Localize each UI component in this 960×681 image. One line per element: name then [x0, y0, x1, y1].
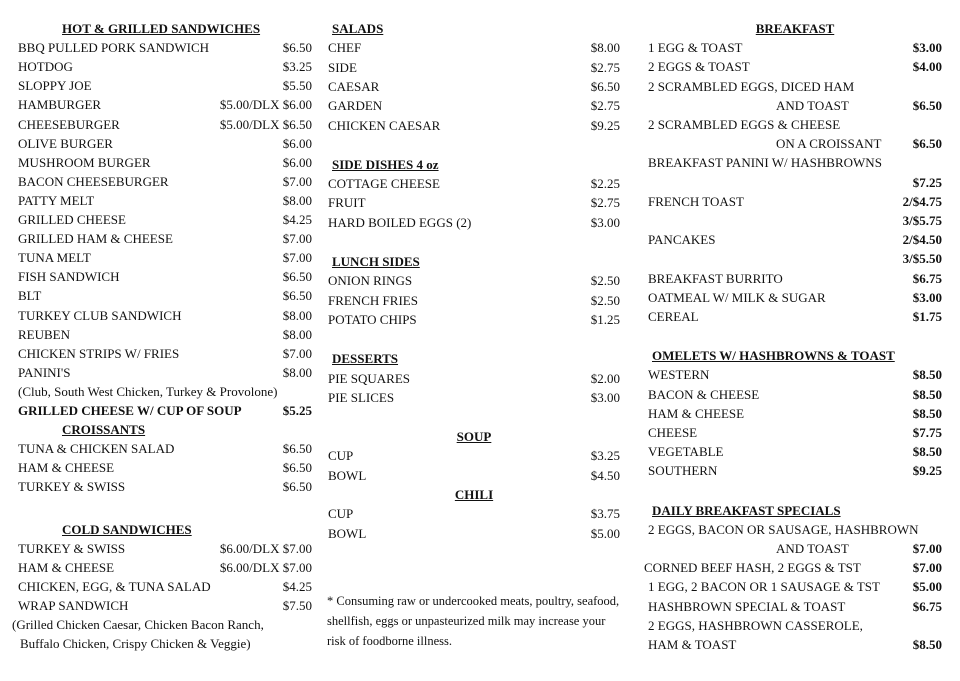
menu-item-name: 1 EGG, 2 BACON OR 1 SAUSAGE & TST	[648, 579, 880, 595]
menu-item-name: FRENCH FRIES	[328, 292, 418, 308]
menu-item	[328, 97, 620, 115]
menu-item-name: GARDEN	[328, 98, 383, 114]
menu-item-name: TUNA & CHICKEN SALAD	[18, 441, 175, 457]
menu-item	[648, 231, 942, 249]
menu-item-name: REUBEN	[18, 326, 70, 342]
menu-item-price: $5.50	[282, 78, 312, 94]
menu-item-name: TUNA MELT	[18, 250, 91, 266]
menu-item-name: CORNED BEEF HASH, 2 EGGS & TST	[644, 560, 861, 576]
menu-item-price: $3.00	[590, 214, 620, 230]
menu-item-price: $6.00	[282, 154, 312, 170]
menu-item-name: ONION RINGS	[328, 273, 413, 289]
menu-item	[18, 540, 312, 558]
menu-note	[18, 383, 312, 401]
menu-item-price: $2.50	[590, 273, 620, 289]
section-heading-text: HOT & GRILLED SANDWICHES	[62, 21, 261, 36]
menu-item-name: POTATO CHIPS	[328, 311, 417, 327]
section-heading	[18, 421, 312, 439]
menu-item-price: $6.00/DLX $7.00	[219, 559, 312, 575]
menu-item	[648, 578, 942, 596]
menu-item-price: $7.75	[912, 425, 942, 440]
menu-item	[18, 154, 312, 172]
menu-item	[648, 540, 942, 558]
menu-item-price: $7.50	[282, 597, 312, 613]
food-safety-disclaimer: * Consuming raw or undercooked meats, poultry, seafood, shellfish, eggs or unpasteurized milk may increase your risk of foodborne illness.	[327, 594, 620, 648]
menu-item	[18, 39, 312, 57]
menu-item	[648, 174, 942, 192]
section-heading-text: COLD SANDWICHES	[62, 521, 192, 537]
section-heading	[648, 502, 942, 520]
menu-item-price: $3.00	[912, 289, 942, 305]
menu-item	[18, 192, 312, 210]
menu-item	[648, 250, 942, 268]
menu-item	[18, 58, 312, 76]
menu-item-name: SOUTHERN	[648, 463, 718, 479]
menu-note	[12, 616, 312, 634]
menu-item	[648, 212, 942, 230]
menu-item	[648, 193, 942, 211]
menu-item	[18, 211, 312, 229]
menu-item-price: $7.00	[912, 541, 942, 556]
section-heading-text: SOUP	[456, 429, 492, 445]
menu-item-name: 2 SCRAMBLED EGGS, DICED HAM	[648, 78, 855, 94]
menu-item	[18, 364, 312, 382]
menu-item	[648, 443, 942, 461]
menu-item-name: GRILLED CHEESE W/ CUP OF SOUP	[18, 403, 242, 418]
menu-item-name: PIE SQUARES	[328, 370, 410, 386]
menu-item	[18, 402, 312, 420]
menu-item-price: $2.50	[590, 292, 620, 308]
menu-item-price: $9.25	[912, 463, 942, 479]
menu-item-price: $8.50	[912, 637, 942, 652]
menu-item-price: $5.00/DLX $6.00	[219, 97, 312, 113]
menu-item-price: $5.00/DLX $6.50	[219, 116, 312, 132]
menu-item	[18, 597, 312, 615]
menu-item	[648, 521, 942, 539]
menu-item-price: $2.25	[590, 176, 620, 192]
menu-item-price: $8.00	[282, 307, 312, 323]
menu-item-price: $5.00	[912, 579, 942, 595]
menu-item-price: $6.75	[912, 598, 942, 614]
menu-item	[648, 617, 942, 635]
menu-item	[18, 249, 312, 267]
menu-item-name: CHICKEN STRIPS W/ FRIES	[18, 345, 180, 361]
menu-item-price: $2.75	[590, 98, 620, 114]
section-heading	[18, 20, 312, 38]
menu-item	[648, 135, 942, 153]
section-heading-text: DESSERTS	[332, 351, 399, 367]
menu-item-name: BBQ PULLED PORK SANDWICH	[18, 40, 210, 56]
menu-item-name: OATMEAL W/ MILK & SUGAR	[648, 289, 826, 305]
menu-item-name: PATTY MELT	[18, 192, 95, 208]
menu-item-price: 2/$4.75	[902, 193, 942, 209]
menu-item	[648, 39, 942, 57]
menu-item-name: CHICKEN CAESAR	[328, 117, 441, 133]
menu-item-name: CUP	[328, 448, 354, 464]
menu-item-name: TURKEY & SWISS	[18, 540, 126, 556]
section-heading-text: CROISSANTS	[62, 422, 146, 438]
menu-item-name: GRILLED HAM & CHEESE	[18, 231, 173, 247]
section-heading	[328, 350, 620, 368]
menu-item	[648, 289, 942, 307]
menu-item-name: CEREAL	[648, 309, 699, 324]
menu-item-name: HAM & CHEESE	[648, 405, 745, 421]
section-heading-text: CHILI	[454, 487, 494, 502]
menu-item-name: CHEESEBURGER	[18, 116, 120, 132]
menu-item	[328, 467, 620, 485]
menu-item-price: $8.50	[912, 367, 942, 383]
menu-item	[648, 154, 942, 172]
menu-item-price: $3.25	[282, 59, 312, 75]
menu-item	[18, 77, 312, 95]
section-heading-text: OMELETS W/ HASHBROWNS & TOAST	[652, 348, 895, 364]
section-heading-text: BREAKFAST	[755, 21, 835, 36]
menu-item-name: FISH SANDWICH	[18, 269, 120, 285]
menu-item-price: $1.25	[590, 311, 620, 327]
menu-item-name: 2 EGGS, HASHBROWN CASSEROLE,	[648, 617, 863, 633]
menu-item-name: TURKEY CLUB SANDWICH	[18, 307, 182, 323]
menu-item-name: HOTDOG	[18, 59, 73, 75]
menu-item	[18, 559, 312, 577]
menu-item-name: BOWL	[328, 525, 367, 541]
menu-item-name: TURKEY & SWISS	[18, 479, 126, 495]
menu-item	[648, 78, 942, 96]
menu-item-name: PIE SLICES	[328, 389, 395, 405]
menu-item-price: $9.25	[590, 117, 620, 133]
menu-item	[18, 345, 312, 363]
menu-item-price: $8.00	[282, 192, 312, 208]
menu-item-price: $7.25	[912, 174, 942, 190]
menu-item	[328, 272, 620, 290]
menu-item-name: MUSHROOM BURGER	[18, 154, 151, 170]
menu-item	[648, 462, 942, 480]
menu-item	[328, 214, 620, 232]
menu-item-price: $8.00	[282, 326, 312, 342]
section-heading	[328, 20, 620, 38]
section-heading	[328, 428, 620, 446]
menu-item-name: CAESAR	[328, 78, 380, 94]
menu-item	[648, 58, 942, 76]
menu-item-name: WRAP SANDWICH	[18, 597, 129, 613]
menu-item-name: OLIVE BURGER	[18, 135, 113, 151]
menu-item	[18, 116, 312, 134]
menu-item	[648, 405, 942, 423]
menu-item-name: HAM & CHEESE	[18, 460, 115, 476]
menu-item-price: $4.50	[590, 467, 620, 483]
menu-item-name: HAM & TOAST	[648, 637, 737, 652]
menu-item	[18, 326, 312, 344]
menu-item-price: $8.50	[912, 386, 942, 402]
menu-item-price: $1.75	[912, 309, 942, 324]
menu-item-price: $3.25	[590, 448, 620, 464]
menu-note-text: (Club, South West Chicken, Turkey & Provolone)	[18, 383, 278, 399]
menu-note-text: Buffalo Chicken, Crispy Chicken & Veggie)	[20, 636, 251, 652]
menu-item	[328, 175, 620, 193]
section-heading	[648, 347, 942, 365]
menu-item	[328, 39, 620, 57]
menu-item-price: $8.50	[912, 405, 942, 421]
menu-item-name: FRENCH TOAST	[648, 193, 744, 209]
menu-item-name: SLOPPY JOE	[18, 78, 92, 94]
menu-item-name: 2 EGGS & TOAST	[648, 59, 750, 75]
menu-item-name: GRILLED CHEESE	[18, 212, 126, 227]
menu-item	[18, 268, 312, 286]
menu-item	[328, 59, 620, 77]
menu-item	[18, 307, 312, 325]
menu-item-name: PANCAKES	[648, 232, 716, 248]
menu-item-name: BOWL	[328, 467, 367, 483]
menu-item	[18, 578, 312, 596]
menu-item	[648, 308, 942, 326]
menu-item	[648, 270, 942, 288]
menu-item-price: $6.50	[282, 441, 312, 457]
section-heading	[648, 20, 942, 38]
section-heading	[328, 156, 620, 174]
menu-item-price: $6.50	[282, 269, 312, 285]
menu-item	[18, 440, 312, 458]
menu-item-name: CHICKEN, EGG, & TUNA SALAD	[18, 578, 211, 594]
menu-item-name: 1 EGG & TOAST	[648, 40, 743, 56]
menu-item-price: $3.00	[590, 389, 620, 405]
menu-item	[328, 505, 620, 523]
section-heading-text: SALADS	[332, 21, 384, 36]
menu-item	[648, 598, 942, 616]
menu-item	[18, 135, 312, 153]
section-heading	[18, 521, 312, 539]
menu-item-price: $6.50	[912, 136, 942, 152]
menu-item-price: $8.00	[590, 40, 620, 56]
menu-item	[18, 478, 312, 496]
menu-item-name: AND TOAST	[776, 97, 849, 113]
menu-item-name: HAMBURGER	[18, 97, 102, 113]
menu-item-price: $7.00	[282, 173, 312, 189]
menu-item	[18, 459, 312, 477]
menu-item	[328, 389, 620, 407]
menu-item	[648, 97, 942, 115]
menu-item-price: $6.50	[282, 288, 312, 304]
menu-item-price: $6.50	[282, 40, 312, 56]
menu-item-name: 2 EGGS, BACON OR SAUSAGE, HASHBROWN	[648, 521, 919, 537]
menu-item-price: $4.25	[282, 212, 312, 227]
menu-item-name: BLT	[18, 288, 42, 304]
menu-item-price: $7.00	[282, 345, 312, 361]
menu-item	[328, 370, 620, 388]
menu-item-name: VEGETABLE	[648, 444, 724, 460]
menu-item-name: AND TOAST	[776, 541, 849, 556]
menu-note-text: (Grilled Chicken Caesar, Chicken Bacon Ranch,	[12, 617, 264, 632]
menu-item-price: 3/$5.50	[902, 251, 942, 267]
menu-item-name: 2 SCRAMBLED EGGS & CHEESE	[648, 117, 841, 132]
menu-item-name: BACON CHEESEBURGER	[18, 173, 169, 189]
menu-item-name: PANINI'S	[18, 364, 71, 380]
menu-item-name: BACON & CHEESE	[648, 386, 760, 402]
menu-item-name: BREAKFAST PANINI W/ HASHBROWNS	[648, 155, 882, 171]
menu-item-name: CHEF	[328, 40, 362, 56]
menu-item-price: $4.25	[282, 578, 312, 594]
menu-item-name: CUP	[328, 506, 354, 522]
menu-item-price: $3.75	[590, 506, 620, 522]
section-heading-text: SIDE DISHES 4 oz	[332, 156, 439, 172]
menu-item	[328, 292, 620, 310]
menu-item-price: $2.75	[590, 195, 620, 211]
menu-item	[18, 96, 312, 114]
section-heading	[328, 253, 620, 271]
menu-item-price: $3.00	[912, 40, 942, 56]
menu-item-name: BREAKFAST BURRITO	[648, 270, 783, 286]
menu-item	[644, 559, 942, 577]
menu-item-price: $2.75	[590, 59, 620, 75]
menu-item-price: $5.00	[590, 525, 620, 541]
menu-item	[648, 424, 942, 442]
menu-note	[18, 635, 312, 653]
menu-item	[328, 447, 620, 465]
menu-item	[328, 311, 620, 329]
menu-item-price: $4.00	[912, 59, 942, 75]
section-heading-text: DAILY BREAKFAST SPECIALS	[652, 502, 841, 518]
menu-item-price: $8.00	[282, 364, 312, 380]
menu-item-price: $6.00	[282, 135, 312, 151]
menu-item-price: 2/$4.50	[902, 232, 942, 248]
menu-item-name: ON A CROISSANT	[776, 136, 882, 152]
section-heading	[328, 486, 620, 504]
menu-item-name: CHEESE	[648, 425, 698, 440]
menu-item	[18, 230, 312, 248]
menu-item-price: $6.75	[912, 270, 942, 286]
menu-item-price: $6.00/DLX $7.00	[219, 540, 312, 556]
menu-item	[648, 116, 942, 134]
menu-item	[18, 173, 312, 191]
menu-item-price: $6.50	[282, 479, 312, 495]
menu-item-price: 3/$5.75	[902, 213, 942, 228]
menu-item-name: HARD BOILED EGGS (2)	[328, 214, 472, 230]
menu-item-name: COTTAGE CHEESE	[328, 176, 440, 192]
menu-item-price: $7.00	[282, 250, 312, 266]
menu-item-name: WESTERN	[648, 367, 710, 383]
menu-item	[328, 78, 620, 96]
menu-item	[328, 525, 620, 543]
menu-item-price: $6.50	[912, 97, 942, 113]
menu-item	[328, 194, 620, 212]
menu-item-price: $5.25	[282, 403, 312, 418]
menu-item-price: $6.50	[590, 78, 620, 94]
menu-item	[648, 636, 942, 654]
menu-item-price: $8.50	[912, 444, 942, 460]
menu-item	[328, 117, 620, 135]
menu-item-name: FRUIT	[328, 195, 366, 211]
menu-item-name: HASHBROWN SPECIAL & TOAST	[648, 598, 846, 614]
menu-item-price: $7.00	[282, 231, 312, 247]
menu-item	[18, 287, 312, 305]
section-heading-text: LUNCH SIDES	[332, 254, 420, 269]
menu-item-name: HAM & CHEESE	[18, 559, 115, 575]
menu-item-price: $2.00	[590, 370, 620, 386]
menu-item-name: SIDE	[328, 59, 357, 75]
menu-item	[648, 366, 942, 384]
menu-item-price: $6.50	[282, 460, 312, 476]
menu-item	[648, 386, 942, 404]
menu-item-price: $7.00	[912, 560, 942, 576]
